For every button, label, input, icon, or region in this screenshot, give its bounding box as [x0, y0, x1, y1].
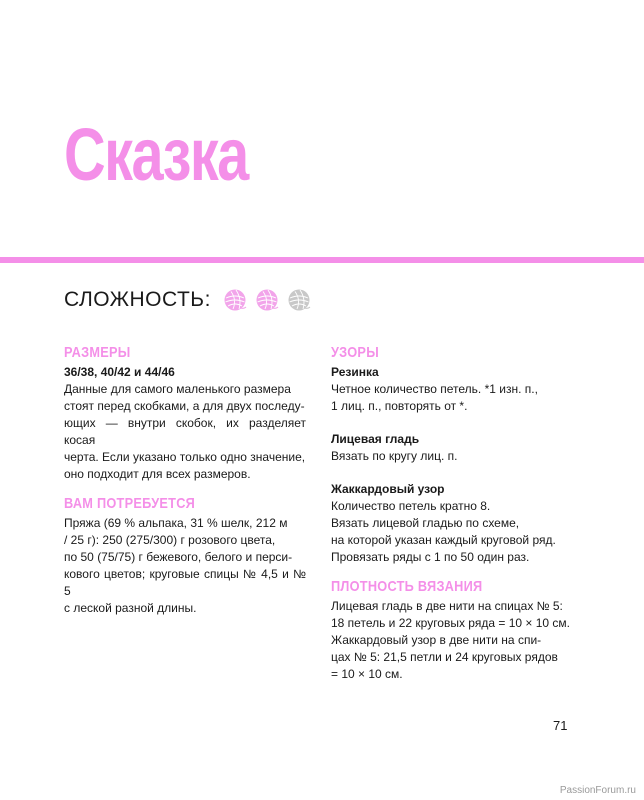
text-line: с леской разной длины.	[64, 601, 197, 615]
text-line: стоят перед скобками, а для двух последу-	[64, 399, 305, 413]
text-line: цах № 5: 21,5 петли и 24 круговых рядов	[331, 650, 558, 664]
materials-heading: ВАМ ПОТРЕБУЕТСЯ	[64, 495, 196, 512]
text-line: Количество петель кратно 8.	[331, 499, 491, 513]
text-line: 18 петель и 22 круговых ряда = 10 × 10 см.	[331, 616, 570, 630]
text-line: кового цветов; круговые спицы № 4,5 и № 5	[64, 567, 306, 598]
text-line: по 50 (75/75) г бежевого, белого и перси-	[64, 550, 293, 564]
page-title: Сказка	[64, 113, 248, 196]
text-line: = 10 × 10 см.	[331, 667, 403, 681]
text-line: на которой указан каждый круговой ряд.	[331, 533, 556, 547]
text-line: ющих — внутри скобок, их разделяет косая	[64, 416, 306, 447]
yarn-ball-icon	[223, 288, 247, 312]
text-line: Четное количество петель. *1 изн. п.,	[331, 382, 538, 396]
watermark: PassionForum.ru	[559, 785, 636, 796]
text-line: / 25 г): 250 (275/300) г розового цвета,	[64, 533, 276, 547]
text-line: оно подходит для всех размеров.	[64, 467, 251, 481]
text-line: 1 лиц. п., повторять от *.	[331, 399, 468, 413]
text-line: черта. Если указано только одно значение,	[64, 450, 306, 464]
text-line: Жаккардовый узор в две нити на спи-	[331, 633, 542, 647]
rib-title: Резинка	[331, 365, 379, 379]
jacquard-text	[331, 498, 573, 566]
sizes-text	[64, 381, 306, 483]
stockinette-text	[331, 448, 573, 465]
text-line: Вязать лицевой гладью по схеме,	[331, 516, 520, 530]
rib-text	[331, 381, 573, 415]
text-line: Данные для самого маленького размера	[64, 382, 291, 396]
difficulty-label: СЛОЖНОСТЬ:	[64, 288, 211, 311]
sizes-heading: РАЗМЕРЫ	[64, 344, 131, 361]
pink-divider	[0, 257, 644, 263]
difficulty-rating	[64, 287, 311, 313]
text-line: Провязать ряды с 1 по 50 один раз.	[331, 550, 530, 564]
materials-text	[64, 515, 306, 617]
gauge-text	[331, 598, 573, 683]
patterns-heading: УЗОРЫ	[331, 344, 379, 361]
text-line: Вязать по кругу лиц. п.	[331, 449, 458, 463]
page-number: 71	[553, 718, 568, 733]
text-line: Лицевая гладь в две нити на спицах № 5:	[331, 599, 563, 613]
yarn-ball-icon	[287, 288, 311, 312]
jacquard-title: Жаккардовый узор	[331, 482, 445, 496]
right-column	[331, 344, 573, 683]
yarn-ball-icon	[255, 288, 279, 312]
sizes-values: 36/38, 40/42 и 44/46	[64, 365, 175, 379]
stockinette-title: Лицевая гладь	[331, 432, 420, 446]
gauge-heading: ПЛОТНОСТЬ ВЯЗАНИЯ	[331, 578, 483, 595]
text-line: Пряжа (69 % альпака, 31 % шелк, 212 м	[64, 516, 288, 530]
left-column	[64, 344, 306, 617]
